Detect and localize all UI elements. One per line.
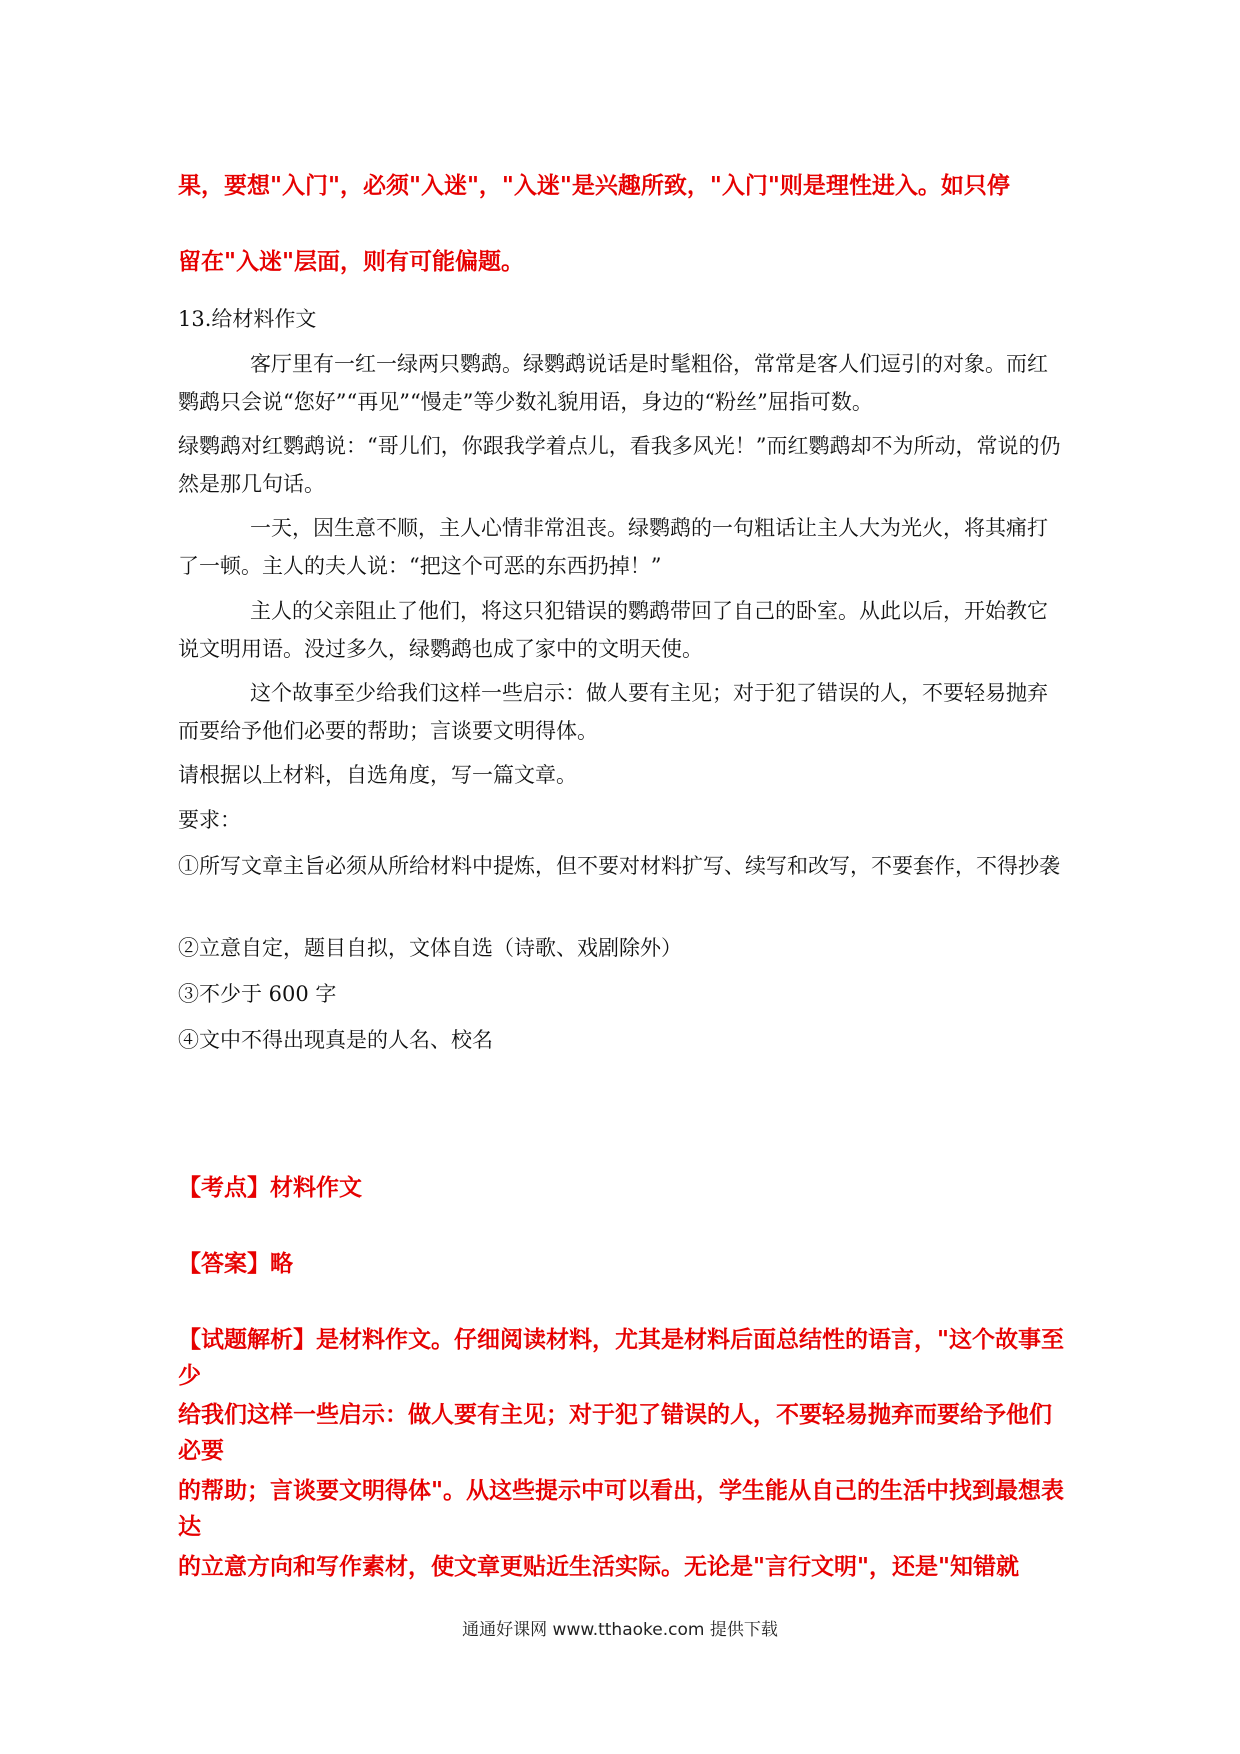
- kaodian-label: 【考点】材料作文: [178, 1175, 362, 1201]
- analysis-line: 给我们这样一些启示：做人要有主见；对于犯了错误的人，不要轻易抛弃而要给予他们必要: [178, 1402, 1052, 1464]
- requirements-title: 要求：: [178, 808, 241, 832]
- analysis-line: 留在"入迷"层面，则有可能偏题。: [178, 249, 524, 275]
- requirement-item: ②立意自定，题目自拟，文体自选（诗歌、戏剧除外）: [178, 936, 682, 960]
- requirement-item: ④文中不得出现真是的人名、校名: [178, 1028, 493, 1052]
- requirement-item: ①所写文章主旨必须从所给材料中提炼，但不要对材料扩写、续写和改写，不要套作，不得抄袭: [178, 854, 1060, 878]
- instruction: 请根据以上材料，自选角度，写一篇文章。: [178, 763, 577, 787]
- material-paragraph: 客厅里有一红一绿两只鹦鹉。绿鹦鹉说话是时髦粗俗，常常是客人们逗引的对象。而红鹦鹉只会说“您好”“再见”“慢走”等少数礼貌用语，身边的“粉丝”屈指可数。: [178, 352, 1048, 414]
- answer-label: 【答案】略: [178, 1251, 293, 1277]
- question-title: 13.给材料作文: [178, 307, 317, 331]
- requirement-item: ③不少于 600 字: [178, 982, 337, 1006]
- material-paragraph: 主人的父亲阻止了他们，将这只犯错误的鹦鹉带回了自己的卧室。从此以后，开始教它说文明用语。没过多久，绿鹦鹉也成了家中的文明天使。: [178, 599, 1048, 661]
- analysis-line: 的帮助；言谈要文明得体"。从这些提示中可以看出，学生能从自己的生活中找到最想表达: [178, 1478, 1064, 1540]
- analysis-line: 的立意方向和写作素材，使文章更贴近生活实际。无论是"言行文明"，还是"知错就: [178, 1554, 1019, 1580]
- page-footer: 通通好课网 www.tthaoke.com 提供下载: [462, 1620, 778, 1640]
- analysis-line: 【试题解析】是材料作文。仔细阅读材料，尤其是材料后面总结性的语言，"这个故事至少: [178, 1327, 1064, 1389]
- material-paragraph: 绿鹦鹉对红鹦鹉说：“哥儿们，你跟我学着点儿，看我多风光！”而红鹦鹉却不为所动，常说的仍然是那几句话。: [178, 434, 1061, 496]
- analysis-line: 果，要想"入门"，必须"入迷"，"入迷"是兴趣所致，"入门"则是理性进入。如只停: [178, 173, 1010, 199]
- material-paragraph: 这个故事至少给我们这样一些启示：做人要有主见；对于犯了错误的人，不要轻易抛弃而要给予他们必要的帮助；言谈要文明得体。: [178, 681, 1048, 743]
- material-paragraph: 一天，因生意不顺，主人心情非常沮丧。绿鹦鹉的一句粗话让主人大为光火，将其痛打了一顿。主人的夫人说：“把这个可恶的东西扔掉！”: [178, 516, 1048, 578]
